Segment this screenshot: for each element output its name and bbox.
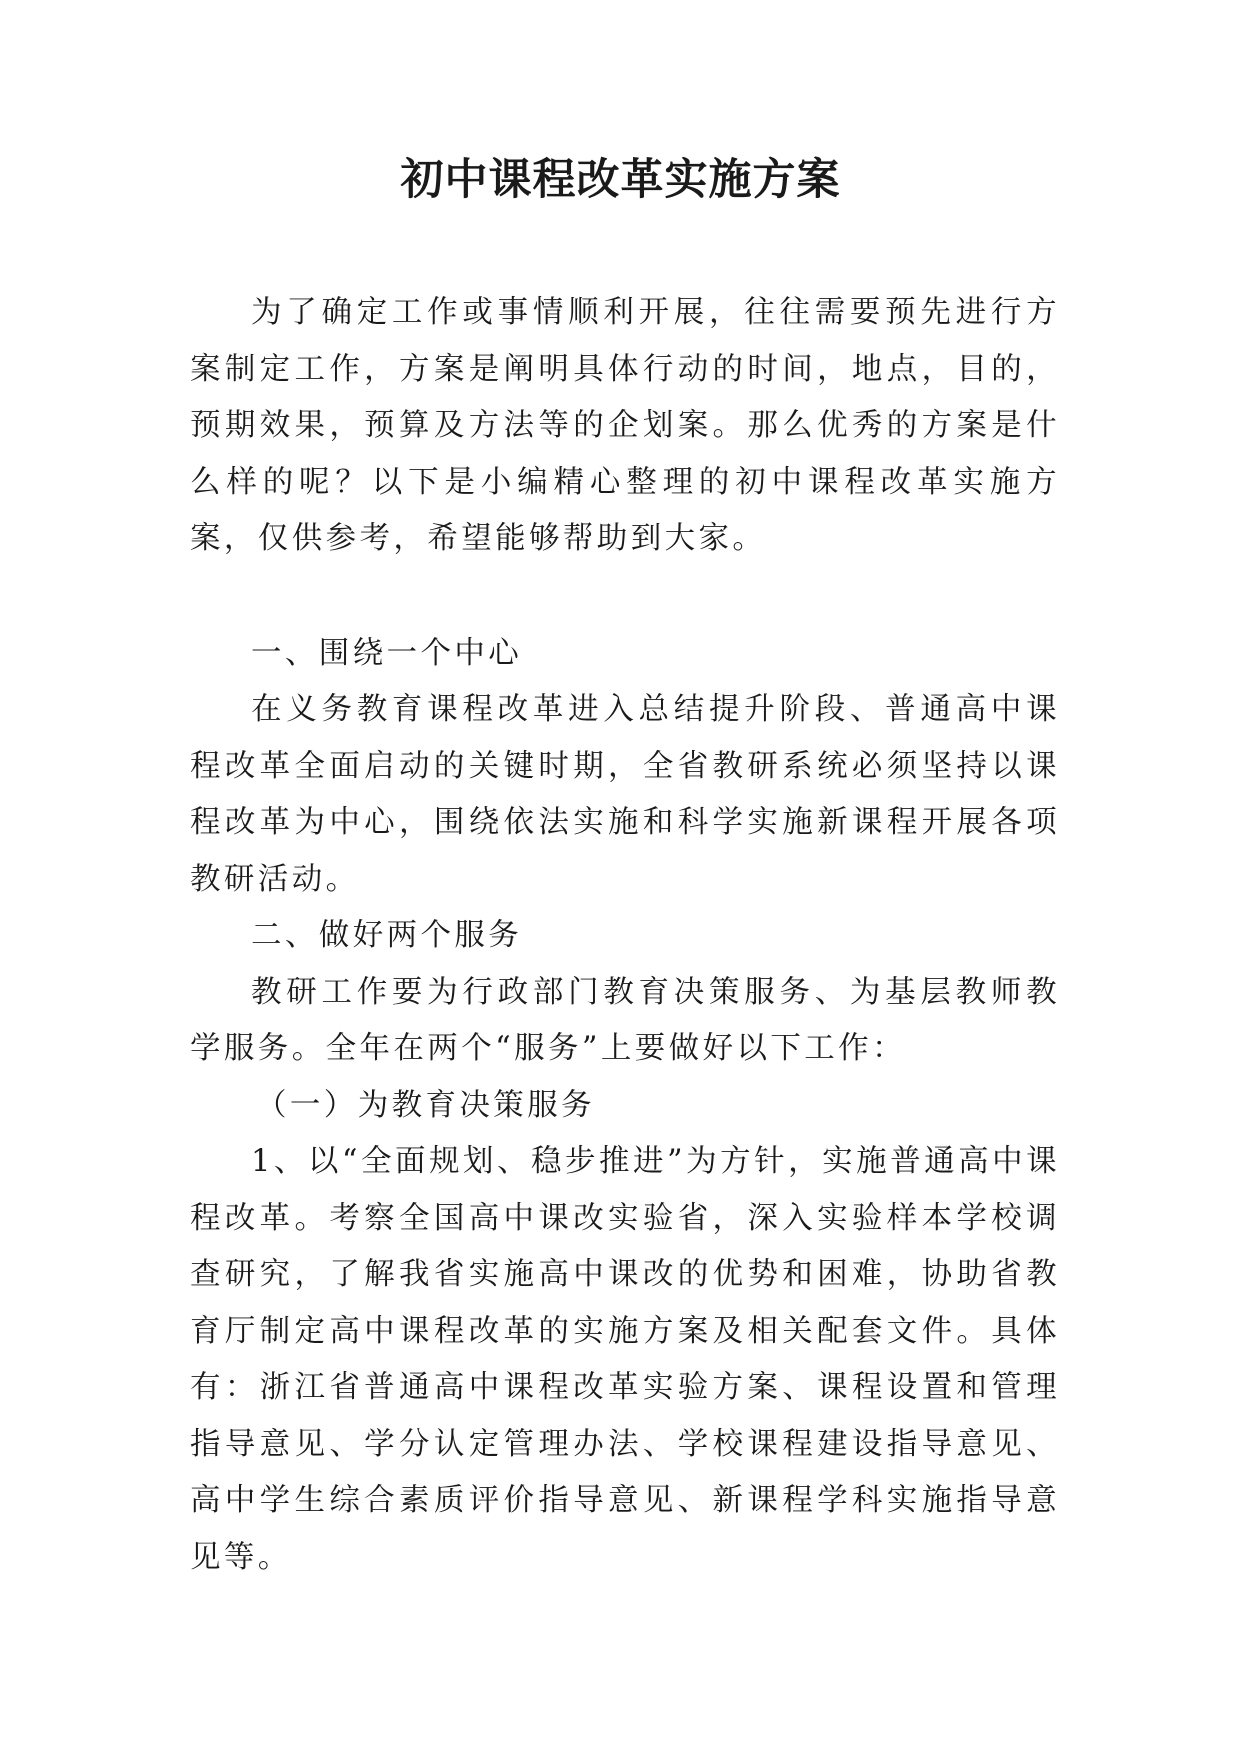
section-heading-2: 二、做好两个服务 <box>251 918 523 953</box>
subsection-1-item-1: 1、以“全面规划、稳步推进”为方针，实施普通高中课程改革。考察全国高中课改实验省，深入实验样本学校调查研究，了解我省实施高中课改的优势和困难，协助省教育厅制定高中课程改革的实施方案及相关配套文件。具体有：浙江省普通高中课程改革实验方案、课程设置和管理指导意见、学分认定管理办法、学校课程建设指导意见、高中学生综合素质评价指导意见、新课程学科实施指导意见等。 <box>190 1144 1060 1575</box>
section-1-paragraph: 在义务教育课程改革进入总结提升阶段、普通高中课程改革全面启动的关键时期，全省教研系统必须坚持以课程改革为中心，围绕依法实施和科学实施新课程开展各项教研活动。 <box>190 692 1060 897</box>
section-2-paragraph: 教研工作要为行政部门教育决策服务、为基层教师教学服务。全年在两个“服务”上要做好以下工作： <box>190 974 1060 1066</box>
subsection-heading-1: （一）为教育决策服务 <box>256 1087 595 1123</box>
document-title: 初中课程改革实施方案 <box>400 155 841 205</box>
intro-paragraph: 为了确定工作或事情顺利开展，往往需要预先进行方案制定工作，方案是阐明具体行动的时间，地点，目的，预期效果，预算及方法等的企划案。那么优秀的方案是什么样的呢？以下是小编精心整理的初中课程改革实施方案，仅供参考，希望能够帮助到大家。 <box>190 295 1060 556</box>
document-body <box>190 285 1060 1586</box>
section-heading-1: 一、围绕一个中心 <box>251 635 523 671</box>
